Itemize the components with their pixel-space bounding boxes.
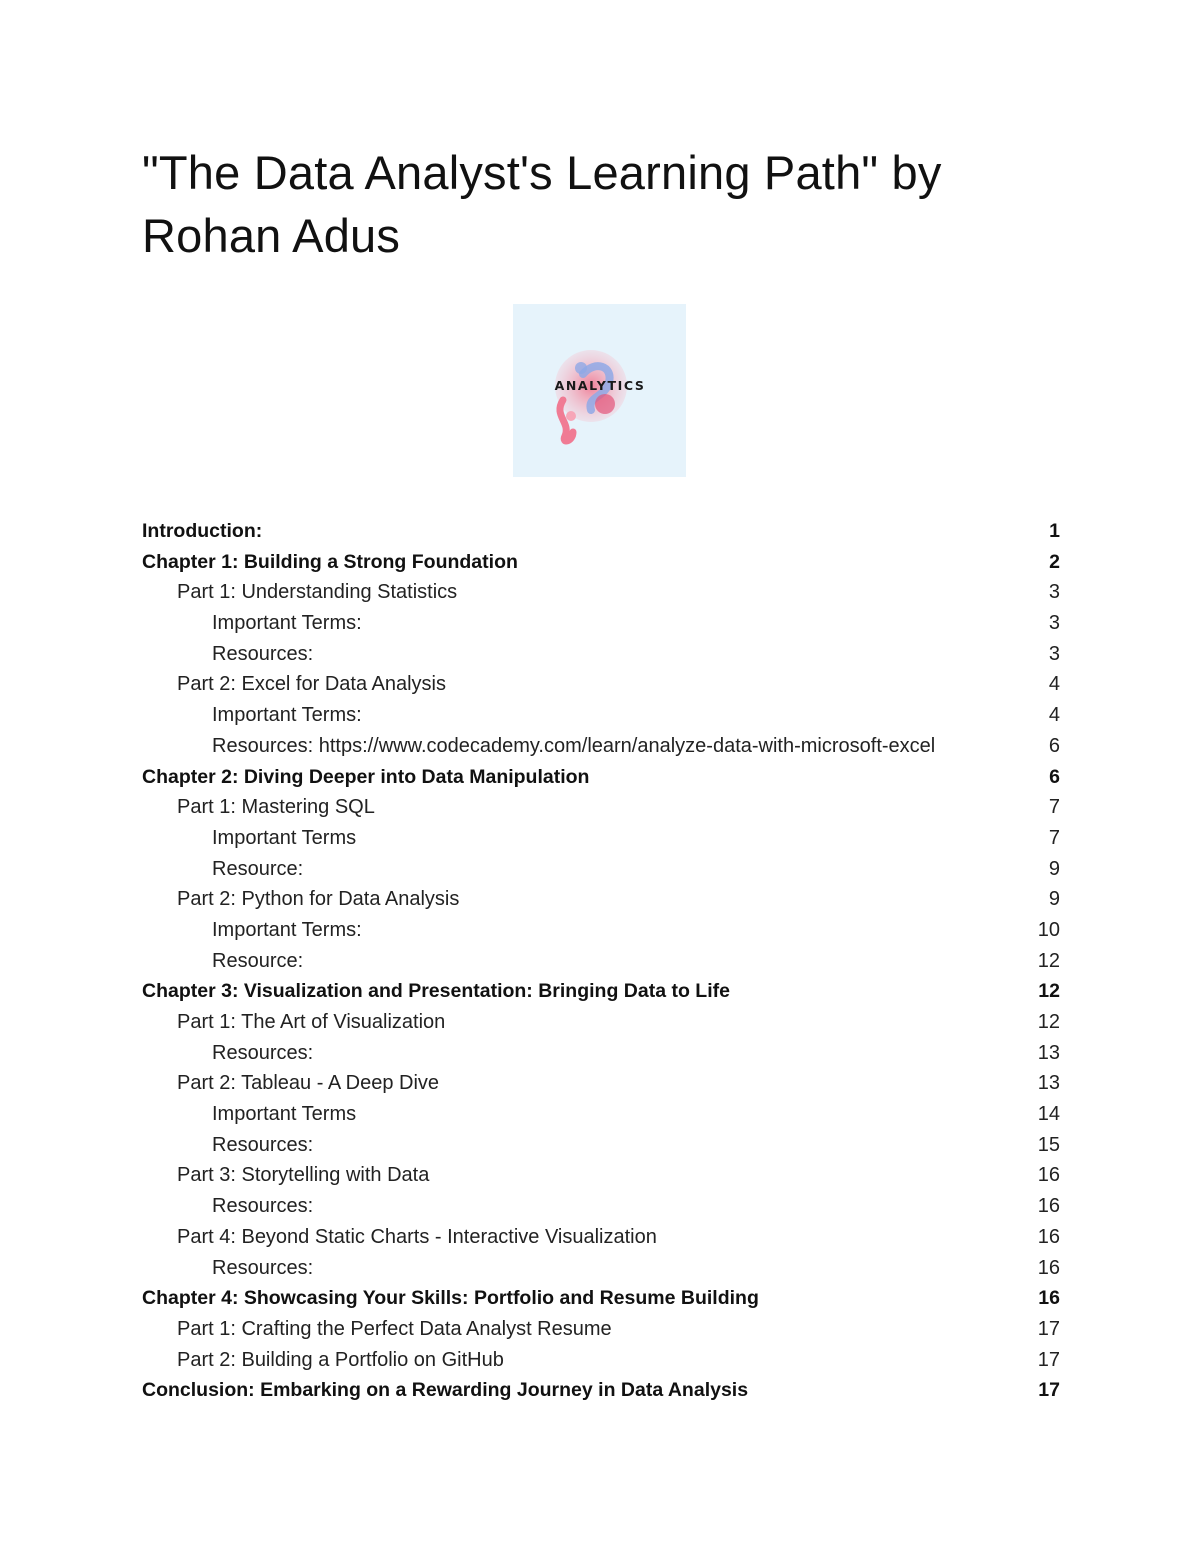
- toc-entry[interactable]: [142, 976, 1060, 1007]
- toc-entry-label: Resource:: [212, 949, 304, 972]
- toc-entry[interactable]: [142, 669, 1060, 700]
- toc-entry-label: Introduction:: [142, 520, 263, 542]
- toc-entry[interactable]: [142, 700, 1060, 731]
- toc-page-number: 13: [1037, 1072, 1060, 1095]
- toc-page-number: 6: [1049, 765, 1060, 788]
- toc-page-number: 16: [1037, 1195, 1060, 1218]
- toc-entry[interactable]: [142, 1068, 1060, 1099]
- toc-entry-label: Chapter 3: Visualization and Presentation: Bringing Data to Life: [142, 980, 730, 1003]
- toc-entry-label: Important Terms: [212, 826, 357, 849]
- cover-image: [513, 304, 686, 477]
- toc-entry-label: Chapter 2: Diving Deeper into Data Manipulation: [142, 765, 590, 788]
- toc-entry[interactable]: [142, 792, 1060, 823]
- toc-page-number: 4: [1048, 704, 1060, 727]
- toc-page-number: 17: [1038, 1379, 1060, 1402]
- toc-entry[interactable]: [142, 516, 1060, 547]
- toc-entry[interactable]: [142, 823, 1060, 854]
- toc-entry-label: Important Terms:: [212, 704, 362, 727]
- toc-page-number: 16: [1037, 1256, 1060, 1279]
- toc-entry[interactable]: [142, 547, 1060, 578]
- toc-entry[interactable]: [142, 1222, 1060, 1253]
- toc-entry[interactable]: [142, 1130, 1060, 1161]
- toc-entry-label: Part 2: Excel for Data Analysis: [177, 673, 447, 696]
- toc-page-number: 9: [1048, 857, 1060, 880]
- toc-entry[interactable]: [142, 608, 1060, 639]
- toc-entry-label: Conclusion: Embarking on a Rewarding Journey in Data Analysis: [142, 1379, 749, 1402]
- toc-entry[interactable]: [142, 1345, 1060, 1376]
- toc-entry-label: Resource:: [212, 857, 304, 880]
- toc-page-number: 12: [1038, 980, 1060, 1003]
- toc-entry[interactable]: [142, 1007, 1060, 1038]
- toc-entry[interactable]: [142, 884, 1060, 915]
- toc-page-number: 3: [1048, 642, 1060, 665]
- toc-page-number: 13: [1037, 1041, 1060, 1064]
- toc-page-number: 3: [1048, 581, 1060, 604]
- toc-entry[interactable]: [142, 1099, 1060, 1130]
- toc-entry-label: Resources:: [212, 642, 314, 665]
- toc-page-number: 16: [1037, 1225, 1060, 1248]
- toc-entry-label: Resources:: [212, 1256, 314, 1279]
- toc-entry[interactable]: [142, 1160, 1060, 1191]
- toc-page-number: 6: [1048, 734, 1060, 757]
- toc-page-number: 10: [1037, 918, 1060, 941]
- toc-entry-label: Part 2: Python for Data Analysis: [177, 888, 460, 911]
- table-of-contents: [142, 516, 1060, 1406]
- toc-entry[interactable]: [142, 1375, 1060, 1406]
- toc-entry-label: Part 1: Understanding Statistics: [177, 581, 458, 604]
- toc-entry[interactable]: [142, 731, 1060, 762]
- toc-entry-label: Important Terms: [212, 1103, 357, 1126]
- toc-page-number: 16: [1038, 1287, 1060, 1310]
- toc-entry[interactable]: [142, 1038, 1060, 1069]
- toc-entry-label: Part 1: The Art of Visualization: [177, 1011, 446, 1033]
- toc-entry-label: Part 2: Building a Portfolio on GitHub: [177, 1348, 504, 1371]
- toc-entry-label: Part 1: Mastering SQL: [177, 796, 375, 819]
- toc-entry-label: Part 4: Beyond Static Charts - Interactive Visualization: [177, 1225, 657, 1248]
- toc-page-number: 2: [1049, 550, 1060, 573]
- page-title: "The Data Analyst's Learning Path" by Rohan Adus: [142, 146, 942, 262]
- toc-page-number: 7: [1048, 796, 1060, 819]
- toc-entry-label: Chapter 1: Building a Strong Foundation: [142, 550, 518, 573]
- toc-entry-label: Part 1: Crafting the Perfect Data Analyst Resume: [177, 1317, 612, 1340]
- toc-entry-label: Resources:: [212, 1195, 314, 1218]
- toc-page-number: 12: [1037, 1011, 1060, 1033]
- toc-entry-label: Part 2: Tableau - A Deep Dive: [177, 1072, 440, 1095]
- toc-entry-label: Resources:: [212, 1133, 314, 1156]
- toc-entry[interactable]: [142, 1314, 1060, 1345]
- analytics-logo-icon: [513, 304, 686, 477]
- toc-page-number: 9: [1048, 888, 1060, 911]
- toc-page-number: 4: [1048, 673, 1060, 696]
- toc-page-number: 16: [1037, 1164, 1060, 1187]
- toc-entry[interactable]: [142, 1191, 1060, 1222]
- toc-page-number: 17: [1037, 1317, 1060, 1340]
- toc-entry[interactable]: [142, 854, 1060, 885]
- toc-entry-label: Part 3: Storytelling with Data: [177, 1164, 430, 1187]
- toc-page-number: 1: [1049, 520, 1060, 542]
- toc-entry-label: Resources: https://www.codecademy.com/learn/analyze-data-with-microsoft-excel: [212, 734, 936, 757]
- toc-entry[interactable]: [142, 1253, 1060, 1284]
- toc-entry[interactable]: [142, 762, 1060, 793]
- toc-entry[interactable]: [142, 946, 1060, 977]
- toc-entry-label: Important Terms:: [212, 612, 362, 635]
- toc-page-number: 7: [1048, 826, 1060, 849]
- toc-entry-label: Chapter 4: Showcasing Your Skills: Portfolio and Resume Building: [142, 1287, 759, 1310]
- toc-page-number: 3: [1048, 612, 1060, 635]
- toc-entry[interactable]: [142, 915, 1060, 946]
- toc-entry[interactable]: [142, 577, 1060, 608]
- toc-entry[interactable]: [142, 639, 1060, 670]
- toc-page-number: 12: [1037, 949, 1060, 972]
- toc-entry[interactable]: [142, 1283, 1060, 1314]
- toc-page-number: 17: [1037, 1348, 1060, 1371]
- toc-page-number: 15: [1037, 1133, 1060, 1156]
- logo-text: ANALYTICS: [554, 378, 646, 393]
- toc-entry-label: Resources:: [212, 1041, 314, 1064]
- toc-page-number: 14: [1037, 1103, 1060, 1126]
- toc-entry-label: Important Terms:: [212, 918, 362, 941]
